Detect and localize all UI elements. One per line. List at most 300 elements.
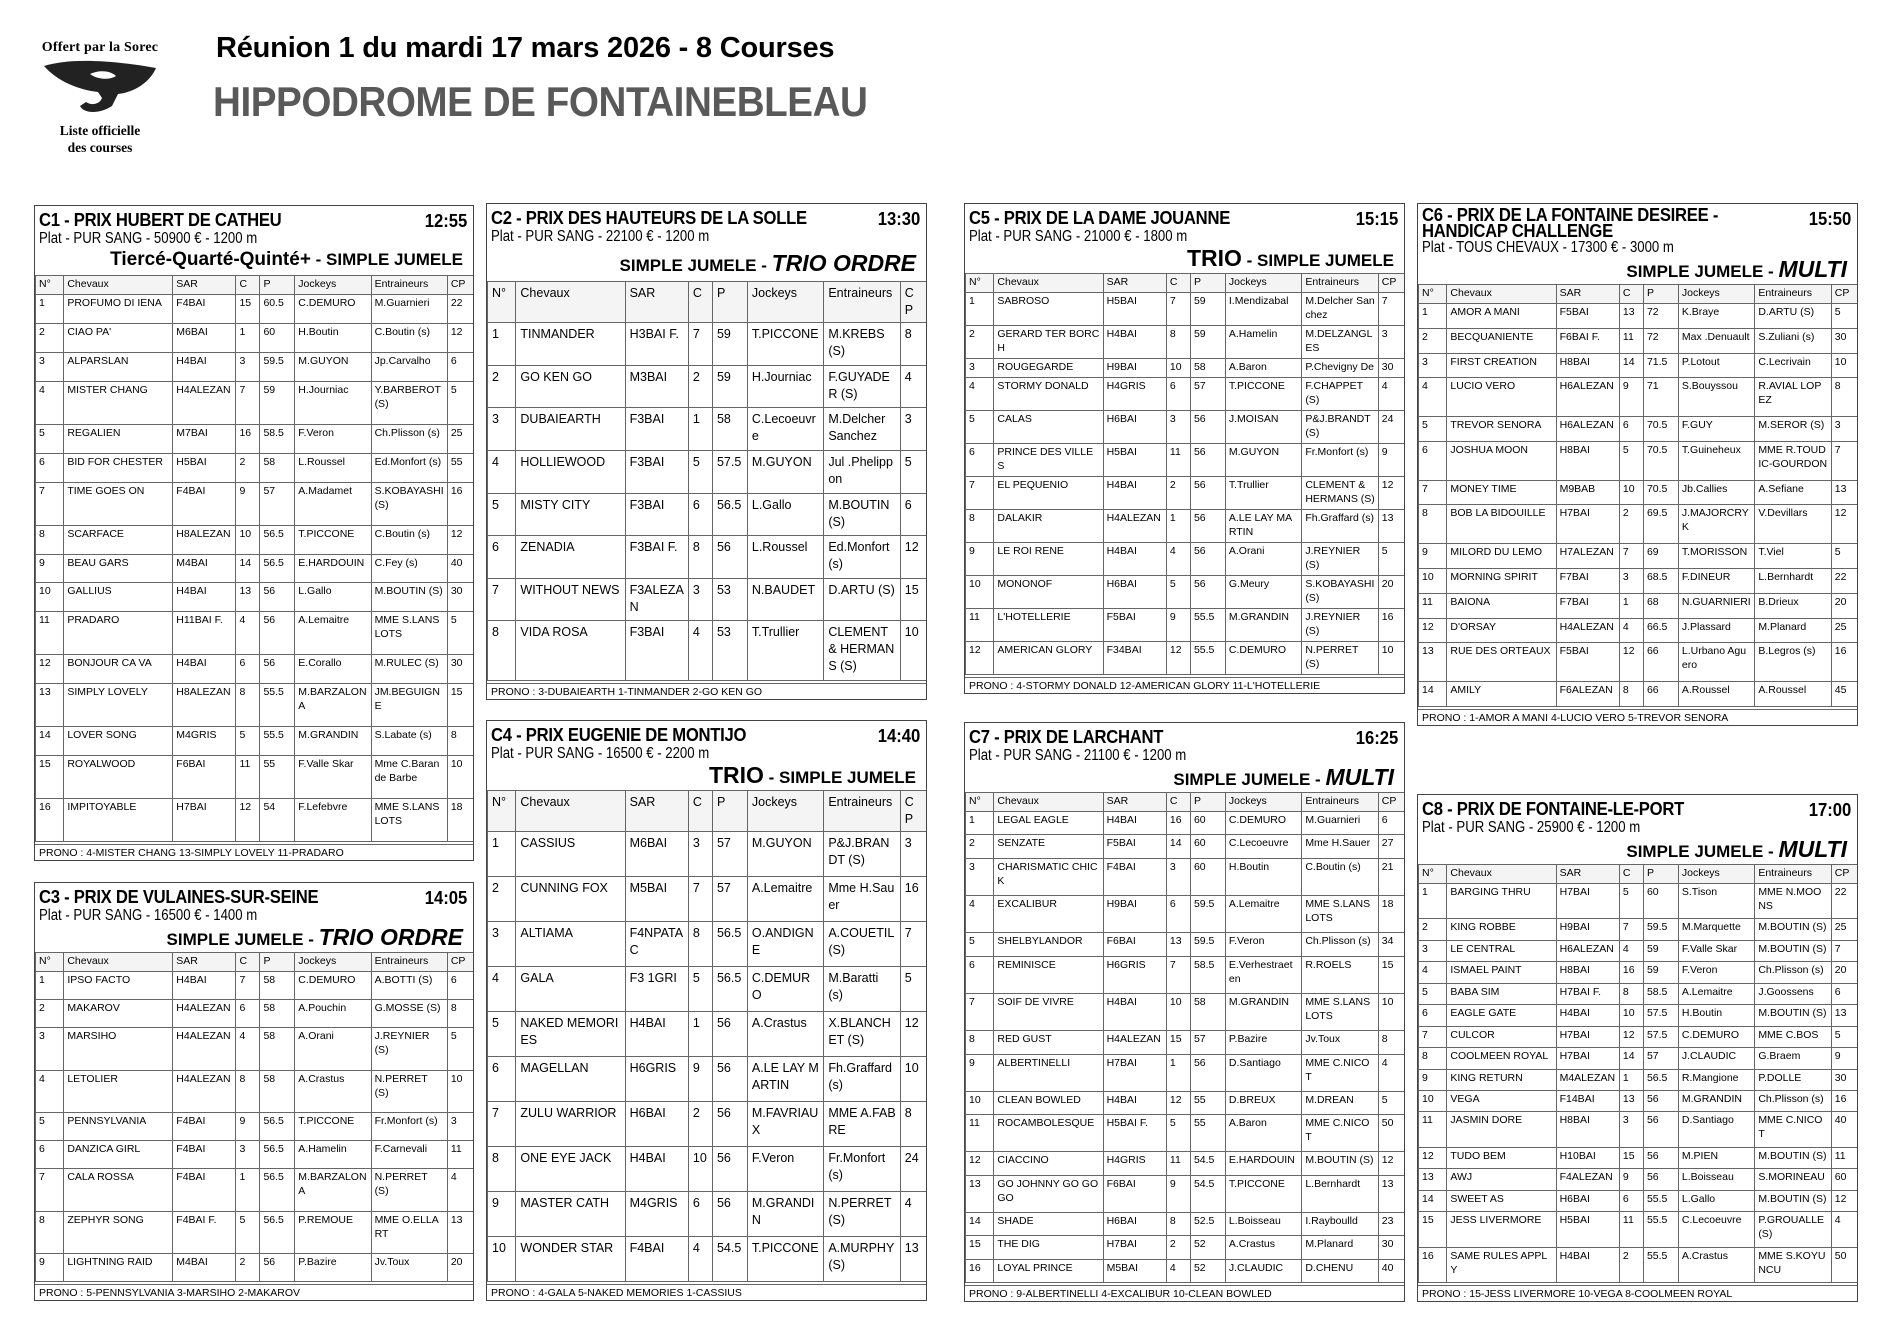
table-cell: 52.5 <box>1190 1213 1225 1236</box>
table-cell: 11 <box>966 609 994 642</box>
table-row <box>966 411 1405 444</box>
table-cell: G.Meury <box>1225 576 1301 609</box>
table-cell: J.CLAUDIC <box>1225 1259 1301 1282</box>
table-cell: 60 <box>1190 858 1225 895</box>
table-cell: 3 <box>36 1028 64 1070</box>
table-cell: STORMY DONALD <box>994 378 1103 411</box>
table-cell: 56.5 <box>1643 1069 1678 1090</box>
table-row <box>966 1031 1405 1054</box>
table-cell: Ch.Plisson (s) <box>1302 933 1378 956</box>
table-cell: 13 <box>236 583 260 612</box>
table-cell: 25 <box>1831 919 1857 940</box>
table-cell: 53 <box>712 621 747 681</box>
table-cell: H5BAI <box>173 453 236 482</box>
table-cell: THE DIG <box>994 1236 1103 1259</box>
race-time: 14:05 <box>424 887 467 908</box>
bet-type-label: MULTI <box>1778 836 1847 862</box>
bet-type-label: - <box>1310 770 1326 789</box>
table-cell: 54.5 <box>712 1237 747 1282</box>
table-cell: A.Orani <box>295 1028 371 1070</box>
sorec-logo <box>30 40 170 170</box>
race-time: 17:00 <box>1808 799 1851 820</box>
table-cell: L.Boisseau <box>1678 1169 1754 1190</box>
table-cell: 7 <box>36 1169 64 1211</box>
column-header: Entraineurs <box>1302 274 1378 293</box>
table-cell: 2 <box>236 1253 260 1281</box>
table-cell: V.Devillars <box>1755 505 1831 544</box>
table-cell: P.Chevigny De <box>1302 359 1378 378</box>
table-cell: 40 <box>1378 1259 1404 1282</box>
table-header-row <box>488 791 927 832</box>
table-cell: 3 <box>1166 858 1190 895</box>
table-cell: 4 <box>236 1028 260 1070</box>
table-row <box>488 450 927 493</box>
table-cell: MME C.NICOT <box>1755 1112 1831 1147</box>
table-cell: FIRST CREATION <box>1447 353 1556 378</box>
race-time: 14:40 <box>877 725 920 746</box>
table-cell: BEAU GARS <box>64 554 173 583</box>
table-cell: 6 <box>236 1000 260 1028</box>
table-cell: 4 <box>1831 1212 1857 1247</box>
column-header: N° <box>966 274 994 293</box>
table-cell: 2 <box>36 323 64 352</box>
table-cell: 9 <box>1419 544 1447 569</box>
table-cell: A.Lemaitre <box>295 612 371 655</box>
table-cell: 3 <box>1166 411 1190 444</box>
table-cell: H4BAI <box>1103 993 1166 1030</box>
table-cell: 55 <box>1190 1091 1225 1114</box>
table-cell: 58 <box>260 1000 295 1028</box>
table-cell: 4 <box>1419 962 1447 983</box>
table-cell: M.BARZALONA <box>295 684 371 727</box>
table-cell: R.Mangione <box>1678 1069 1754 1090</box>
table-row <box>36 295 474 324</box>
table-cell: 56.5 <box>260 1112 295 1140</box>
table-cell: F6BAI <box>1103 933 1166 956</box>
table-cell: JM.BEGUIGNE <box>371 684 447 727</box>
table-row <box>1419 1147 1858 1168</box>
table-cell: H4ALEZAN <box>173 381 236 424</box>
table-cell: 3 <box>1419 353 1447 378</box>
table-cell: 10 <box>900 621 926 681</box>
table-cell: M.SEROR (S) <box>1755 417 1831 442</box>
table-cell: 8 <box>1166 326 1190 359</box>
table-cell: Ch.Plisson (s) <box>371 424 447 453</box>
table-row <box>488 832 927 877</box>
table-cell: 4 <box>900 1192 926 1237</box>
table-cell: P&J.BRANDT (S) <box>1302 411 1378 444</box>
table-cell: M.BOUTIN (S) <box>824 493 900 536</box>
table-cell: J.CLAUDIC <box>1678 1048 1754 1069</box>
table-cell: 5 <box>966 411 994 444</box>
table-cell: M.DELZANGLES <box>1302 326 1378 359</box>
table-cell: 8 <box>236 684 260 727</box>
table-cell: T.MORISSON <box>1678 544 1754 569</box>
table-cell: 5 <box>1831 544 1857 569</box>
table-cell: F4BAI <box>173 482 236 525</box>
table-row <box>36 684 474 727</box>
table-cell: 7 <box>1419 480 1447 505</box>
table-cell: A.Lemaitre <box>1225 895 1301 932</box>
table-cell: 3 <box>447 1112 473 1140</box>
table-cell: GO JOHNNY GO GO GO <box>994 1175 1103 1212</box>
table-cell: 53 <box>712 578 747 621</box>
table-cell: 4 <box>1619 618 1643 643</box>
table-row <box>36 1112 474 1140</box>
race-header <box>1418 204 1857 256</box>
table-row <box>36 323 474 352</box>
column-header: Chevaux <box>1447 285 1556 304</box>
table-cell: 1 <box>966 812 994 835</box>
table-cell: L.Bernhardt <box>1302 1175 1378 1212</box>
table-cell: 10 <box>1378 993 1404 1030</box>
table-cell: 57 <box>712 877 747 922</box>
table-cell: M.Marquette <box>1678 919 1754 940</box>
table-cell: 1 <box>1619 593 1643 618</box>
column-header: P <box>712 282 747 323</box>
table-cell: C.Lecoeuvre <box>1678 1212 1754 1247</box>
table-cell: T.PICCONE <box>295 525 371 554</box>
table-cell: 56 <box>260 1253 295 1281</box>
table-cell: 56.5 <box>260 554 295 583</box>
table-cell: 55.5 <box>1190 642 1225 675</box>
table-cell: M.BOUTIN (S) <box>1302 1152 1378 1175</box>
table-cell: BONJOUR CA VA <box>64 655 173 684</box>
table-cell: 15 <box>36 756 64 799</box>
table-cell: 2 <box>966 326 994 359</box>
table-cell: 2 <box>488 365 516 408</box>
bet-types <box>487 762 926 790</box>
table-cell: 4 <box>488 967 516 1012</box>
table-row <box>36 612 474 655</box>
table-cell: F.Veron <box>295 424 371 453</box>
table-cell: Mme H.Sauer <box>1302 835 1378 858</box>
table-cell: 2 <box>688 365 712 408</box>
table-cell: 8 <box>488 621 516 681</box>
table-cell: 8 <box>688 922 712 967</box>
race-card-c2 <box>486 203 927 700</box>
table-cell: 57 <box>1643 1048 1678 1069</box>
table-header-row <box>488 282 927 323</box>
table-cell: H6ALEZAN <box>1556 940 1619 961</box>
table-cell: 1 <box>966 293 994 326</box>
table-row <box>966 543 1405 576</box>
bet-types <box>965 764 1404 792</box>
table-cell: TINMANDER <box>516 323 625 366</box>
table-cell: S.Zuliani (s) <box>1755 328 1831 353</box>
table-cell: 7 <box>488 1102 516 1147</box>
table-cell: 30 <box>1831 1069 1857 1090</box>
table-cell: 60 <box>1643 884 1678 919</box>
table-cell: 5 <box>1831 1026 1857 1047</box>
table-row <box>36 1169 474 1211</box>
table-cell: 3 <box>1619 569 1643 594</box>
column-header: P <box>1190 274 1225 293</box>
table-cell: M.GRANDIN <box>1678 1090 1754 1111</box>
table-cell: H4BAI <box>1556 1005 1619 1026</box>
table-cell: 7 <box>488 578 516 621</box>
table-cell: 3 <box>966 858 994 895</box>
table-cell: WONDER STAR <box>516 1237 625 1282</box>
column-header: SAR <box>625 791 688 832</box>
table-cell: F14BAI <box>1556 1090 1619 1111</box>
table-cell: H4ALEZAN <box>1103 1031 1166 1054</box>
table-cell: F5BAI <box>1103 835 1166 858</box>
table-cell: CLEAN BOWLED <box>994 1091 1103 1114</box>
table-cell: SABROSO <box>994 293 1103 326</box>
column-header: Chevaux <box>1447 865 1556 884</box>
race-title: C8 - PRIX DE FONTAINE-LE-PORT <box>1422 798 1684 819</box>
table-cell: M.Delcher Sanchez <box>1302 293 1378 326</box>
table-cell: Max .Denuault <box>1678 328 1754 353</box>
table-cell: 13 <box>1619 1090 1643 1111</box>
table-cell: J.Goossens <box>1755 983 1831 1004</box>
column-header: Entraineurs <box>1755 865 1831 884</box>
table-cell: 10 <box>447 756 473 799</box>
table-cell: 13 <box>1378 510 1404 543</box>
table-cell: J.MAJORCRYK <box>1678 505 1754 544</box>
bet-type-label: - <box>165 249 173 270</box>
table-cell: CALA ROSSA <box>64 1169 173 1211</box>
table-cell: 15 <box>966 1236 994 1259</box>
table-cell: 60 <box>1190 812 1225 835</box>
table-row <box>966 1236 1405 1259</box>
table-row <box>36 453 474 482</box>
table-cell: H7BAI <box>1103 1054 1166 1091</box>
table-cell: 2 <box>1419 919 1447 940</box>
race-header <box>35 883 473 924</box>
table-cell: 18 <box>1378 895 1404 932</box>
table-cell: T.PICCONE <box>1225 1175 1301 1212</box>
table-row <box>966 895 1405 932</box>
table-cell: 4 <box>688 621 712 681</box>
table-row <box>36 1141 474 1169</box>
table-cell: 4 <box>36 381 64 424</box>
column-header: CP <box>447 276 473 295</box>
table-cell: BARGING THRU <box>1447 884 1556 919</box>
table-cell: 13 <box>1419 643 1447 682</box>
table-cell: 16 <box>447 482 473 525</box>
table-row <box>966 956 1405 993</box>
table-cell: 1 <box>236 1169 260 1211</box>
bet-type-label: - SIMPLE JUMELE <box>310 250 463 269</box>
table-cell: 9 <box>1831 1048 1857 1069</box>
table-cell: 6 <box>1619 417 1643 442</box>
table-cell: R.AVIAL LOPEZ <box>1755 378 1831 417</box>
table-cell: N.GUARNIERI <box>1678 593 1754 618</box>
table-cell: 21 <box>1378 858 1404 895</box>
column-header: P <box>1643 285 1678 304</box>
table-row <box>1419 569 1858 594</box>
table-cell: H4BAI <box>173 583 236 612</box>
table-cell: 7 <box>36 482 64 525</box>
table-cell: S.Labate (s) <box>371 727 447 756</box>
table-cell: 10 <box>1619 480 1643 505</box>
table-cell: 11 <box>966 1115 994 1152</box>
table-cell: 7 <box>966 477 994 510</box>
table-cell: F5BAI <box>1556 304 1619 329</box>
table-cell: 56 <box>712 536 747 579</box>
table-cell: H4GRIS <box>1103 378 1166 411</box>
table-cell: F4BAI F. <box>173 1211 236 1253</box>
column-header: C <box>688 282 712 323</box>
bet-type-label: - SIMPLE JUMELE <box>763 768 916 787</box>
table-cell: 8 <box>1831 378 1857 417</box>
table-cell: 1 <box>1619 1069 1643 1090</box>
table-cell: T.Trullier <box>747 621 823 681</box>
table-cell: 12 <box>1619 643 1643 682</box>
table-cell: A.Crastus <box>747 1012 823 1057</box>
table-cell: ROUGEGARDE <box>994 359 1103 378</box>
table-cell: GERARD TER BORCH <box>994 326 1103 359</box>
table-cell: 6 <box>1831 983 1857 1004</box>
table-cell: H.Boutin <box>295 323 371 352</box>
table-cell: 13 <box>1619 304 1643 329</box>
table-cell: ALPARSLAN <box>64 352 173 381</box>
table-cell: S.KOBAYASHI (S) <box>371 482 447 525</box>
table-cell: 57.5 <box>1643 1026 1678 1047</box>
table-cell: 58 <box>260 972 295 1000</box>
table-cell: I.Rayboulld <box>1302 1213 1378 1236</box>
table-cell: 59.5 <box>1643 919 1678 940</box>
table-cell: ROYALWOOD <box>64 756 173 799</box>
table-cell: 12 <box>900 1012 926 1057</box>
table-cell: 56 <box>1643 1147 1678 1168</box>
table-cell: A.Pouchin <box>295 1000 371 1028</box>
table-cell: S.Tison <box>1678 884 1754 919</box>
bet-type-label: MULTI <box>1325 764 1394 790</box>
table-cell: 69 <box>1643 544 1678 569</box>
table-cell: 57 <box>712 832 747 877</box>
table-row <box>488 536 927 579</box>
race-title: C1 - PRIX HUBERT DE CATHEU <box>39 209 282 230</box>
table-cell: ZENADIA <box>516 536 625 579</box>
table-cell: 10 <box>447 1070 473 1112</box>
table-cell: F5BAI <box>1556 643 1619 682</box>
prono-line: PRONO : 15-JESS LIVERMORE 10-VEGA 8-COOLMEEN ROYAL <box>1418 1285 1857 1301</box>
table-row <box>36 1000 474 1028</box>
table-cell: 5 <box>447 381 473 424</box>
table-cell: M4GRIS <box>173 727 236 756</box>
table-cell: D.Santiago <box>1678 1112 1754 1147</box>
table-cell: PRADARO <box>64 612 173 655</box>
table-cell: A.COUETIL (S) <box>824 922 900 967</box>
table-cell: 2 <box>1619 505 1643 544</box>
table-cell: M4BAI <box>173 554 236 583</box>
table-cell: F.CHAPPET (S) <box>1302 378 1378 411</box>
table-cell: 5 <box>488 1012 516 1057</box>
table-cell: EXCALIBUR <box>994 895 1103 932</box>
table-cell: H.Journiac <box>747 365 823 408</box>
table-row <box>36 583 474 612</box>
table-cell: REGALIEN <box>64 424 173 453</box>
table-cell: 40 <box>447 554 473 583</box>
table-cell: 10 <box>488 1237 516 1282</box>
prono-line: PRONO : 1-AMOR A MANI 4-LUCIO VERO 5-TREVOR SENORA <box>1418 709 1857 725</box>
table-cell: 55 <box>1190 1115 1225 1152</box>
table-cell: 2 <box>1419 328 1447 353</box>
table-cell: 14 <box>1419 1190 1447 1211</box>
table-cell: 7 <box>1166 956 1190 993</box>
table-cell: 16 <box>900 877 926 922</box>
table-row <box>1419 962 1858 983</box>
table-cell: P.Lotout <box>1678 353 1754 378</box>
table-cell: 52 <box>1190 1236 1225 1259</box>
column-header: C <box>1166 274 1190 293</box>
table-cell: N.PERRET (S) <box>824 1192 900 1237</box>
table-cell: 2 <box>488 877 516 922</box>
table-cell: SHADE <box>994 1213 1103 1236</box>
table-row <box>1419 441 1858 480</box>
table-cell: DALAKIR <box>994 510 1103 543</box>
table-cell: AMILY <box>1447 682 1556 707</box>
table-row <box>1419 1005 1858 1026</box>
table-row <box>1419 378 1858 417</box>
table-cell: 5 <box>36 424 64 453</box>
table-cell: MME C.BOS <box>1755 1026 1831 1047</box>
table-cell: AWJ <box>1447 1169 1556 1190</box>
bet-type-label: MULTI <box>1778 256 1847 282</box>
bet-type-label: - <box>756 256 772 275</box>
table-row <box>36 352 474 381</box>
table-cell: 54.5 <box>1190 1152 1225 1175</box>
column-header: P <box>1643 865 1678 884</box>
table-cell: 8 <box>1619 682 1643 707</box>
table-cell: KING RETURN <box>1447 1069 1556 1090</box>
table-cell: H8BAI <box>1556 441 1619 480</box>
table-cell: H4BAI <box>1103 477 1166 510</box>
table-cell: 56.5 <box>712 967 747 1012</box>
table-cell: 1 <box>36 295 64 324</box>
table-cell: J.REYNIER (S) <box>1302 543 1378 576</box>
race-header <box>965 204 1404 245</box>
table-cell: CLEMENT & HERMANS (S) <box>824 621 900 681</box>
table-cell: 72 <box>1643 304 1678 329</box>
table-cell: M.GRANDIN <box>1225 609 1301 642</box>
table-cell: C.DEMURO <box>1225 642 1301 675</box>
table-cell: T.Guineheux <box>1678 441 1754 480</box>
column-header: CP <box>900 791 926 832</box>
table-cell: 2 <box>688 1102 712 1147</box>
table-cell: IPSO FACTO <box>64 972 173 1000</box>
table-cell: 56.5 <box>260 1211 295 1253</box>
table-cell: 56.5 <box>712 922 747 967</box>
bet-type-label: SIMPLE JUMELE <box>619 256 757 275</box>
bet-types <box>35 247 473 275</box>
table-cell: 5 <box>1378 1091 1404 1114</box>
table-cell: 15 <box>900 578 926 621</box>
table-cell: 4 <box>966 895 994 932</box>
table-row <box>1419 1212 1858 1247</box>
table-cell: M.BOUTIN (S) <box>1755 919 1831 940</box>
table-cell: Jv.Toux <box>1302 1031 1378 1054</box>
table-cell: 56 <box>712 1102 747 1147</box>
table-cell: 3 <box>1378 326 1404 359</box>
table-cell: A.Lemaitre <box>747 877 823 922</box>
table-cell: 66 <box>1643 643 1678 682</box>
table-cell: M.GUYON <box>1225 444 1301 477</box>
table-cell: 71 <box>1643 378 1678 417</box>
table-cell: 66 <box>1643 682 1678 707</box>
table-cell: 58 <box>260 1070 295 1112</box>
table-cell: M.GRANDIN <box>295 727 371 756</box>
table-cell: F3BAI F. <box>625 536 688 579</box>
table-cell: MME S.LANSLOTS <box>371 799 447 842</box>
table-cell: 24 <box>1378 411 1404 444</box>
table-cell: 15 <box>1166 1031 1190 1054</box>
table-cell: H9BAI <box>1556 919 1619 940</box>
table-row <box>488 1147 927 1192</box>
